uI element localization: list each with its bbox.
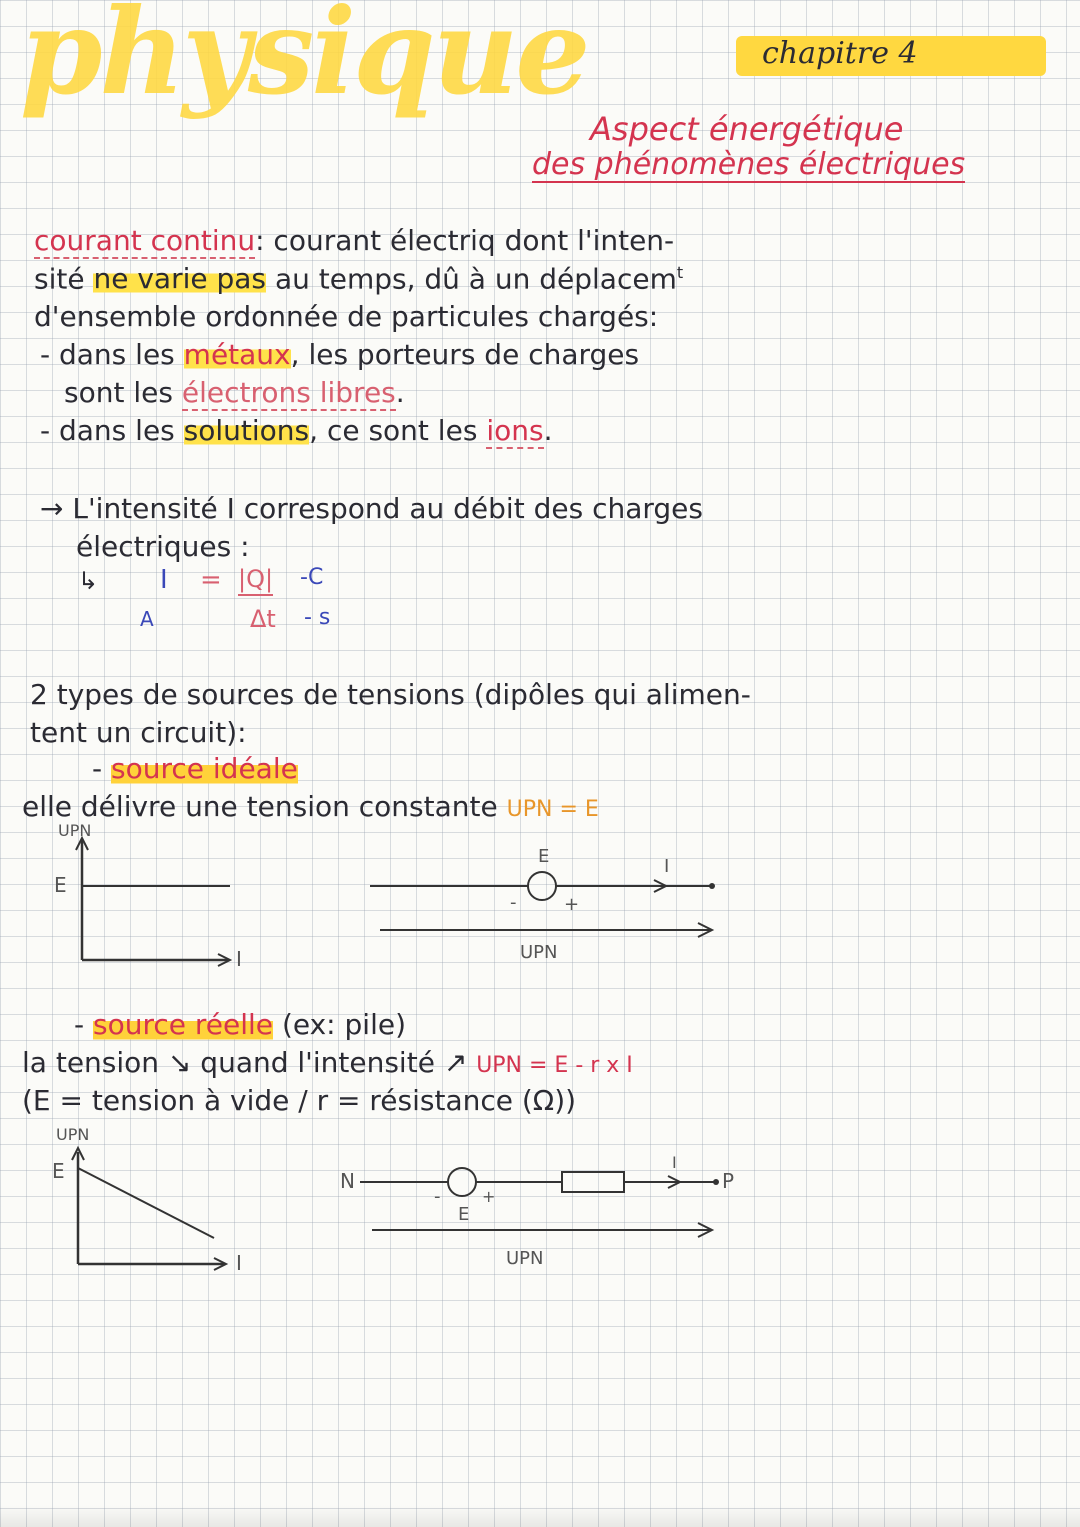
ideal-dash: - (92, 752, 103, 785)
circuit2-E-label: E (458, 1204, 470, 1225)
graph-x-label: I (236, 947, 242, 971)
circuit-UPN-label: UPN (520, 942, 558, 963)
ideal-formula: UPN = E (506, 797, 599, 822)
free-electrons-prefix: sont les (64, 376, 173, 409)
sources-intro-line1: 2 types de sources de tensions (dipôles qui alimen- (30, 678, 751, 711)
formula-numerator: |Q| (238, 566, 273, 596)
ideal-source-desc (22, 792, 599, 823)
term-free-electrons: électrons libres (181, 376, 396, 409)
graph-E-label: E (54, 873, 67, 897)
term-ideal-source: source idéale (111, 752, 298, 785)
highlight-does-not-vary: ne varie pas (93, 262, 267, 296)
circuit2-UPN-label: UPN (506, 1248, 544, 1269)
formula-equals: = (200, 565, 222, 595)
definition-part-b1: sité (34, 262, 85, 296)
formula-denominator-unit: - s (304, 605, 331, 630)
chapter-label: chapitre 4 (762, 36, 918, 71)
real-source-legend: (E = tension à vide / r = résistance (Ω)) (22, 1084, 577, 1117)
metals-prefix: - dans les (40, 338, 175, 371)
term-real-source: source réelle (93, 1008, 274, 1041)
graph2-y-label: UPN (56, 1125, 90, 1144)
real-source-heading (74, 1010, 406, 1041)
ideal-source-heading (92, 754, 298, 785)
formula-numerator-unit: -C (300, 565, 324, 590)
term-ions: ions (486, 414, 544, 447)
ideal-source-circuit (360, 832, 740, 972)
free-electrons-line (64, 378, 405, 409)
solutions-dot: . (543, 414, 553, 447)
free-electrons-dot: . (395, 376, 405, 409)
intensity-line2: électriques : (76, 530, 250, 563)
highlight-metals: métaux (183, 338, 291, 371)
circuit2-I-label: I (672, 1153, 677, 1172)
circuit2-plus-label: + (482, 1187, 496, 1206)
circuit2-P-label: P (722, 1169, 735, 1193)
ideal-desc-text: elle délivre une tension constante (22, 790, 498, 823)
topic-title-line1: Aspect énergétique (590, 110, 904, 148)
highlight-solutions: solutions (183, 414, 310, 447)
continuous-current-line3: d'ensemble ordonnée de particules chargés: (34, 300, 659, 333)
continuous-current-line2 (34, 264, 683, 295)
sources-intro-line2: tent un circuit): (30, 716, 247, 749)
circuit-generator (528, 872, 556, 900)
solutions-line (40, 416, 552, 447)
graph-y-label: UPN (58, 821, 92, 840)
formula-unit-A: A (140, 607, 154, 631)
continuous-current-line1 (34, 226, 674, 257)
circuit2-minus-label: - (434, 1186, 441, 1207)
solutions-middle: , ce sont les (309, 414, 478, 447)
definition-part-a: : courant électriq dont l'inten- (255, 224, 675, 257)
term-continuous-current: courant continu (34, 224, 256, 257)
circuit2-end-dot (713, 1179, 719, 1185)
real-source-desc (22, 1048, 633, 1079)
topic-title-line2: des phénomènes électriques (532, 147, 966, 182)
ideal-source-graph (40, 820, 280, 970)
circuit-end-dot (709, 883, 715, 889)
graph2-decreasing-line (78, 1168, 214, 1238)
circuit2-N-label: N (340, 1169, 355, 1193)
circuit-I-label: I (664, 856, 670, 877)
metals-line (40, 340, 639, 371)
formula-arrow: ↳ (78, 567, 99, 595)
graph2-E-label: E (52, 1159, 65, 1183)
circuit-minus-label: - (510, 892, 517, 913)
circuit2-generator (448, 1168, 476, 1196)
graph2-x-label: I (236, 1251, 242, 1275)
subject-title: physique (20, 0, 588, 121)
formula-denominator: Δt (250, 605, 276, 633)
real-formula: UPN = E - r x I (476, 1053, 633, 1078)
real-source-circuit (330, 1140, 750, 1280)
circuit2-resistor (562, 1172, 624, 1192)
circuit-plus-label: + (564, 894, 580, 915)
intensity-line1: → L'intensité I correspond au débit des charges (40, 492, 703, 525)
solutions-prefix: - dans les (40, 414, 175, 447)
real-desc-text: la tension ↘ quand l'intensité ↗ (22, 1046, 468, 1079)
metals-suffix: , les porteurs de charges (290, 338, 640, 371)
definition-part-b3: au temps, dû à un déplacem (274, 262, 677, 296)
circuit-E-label: E (538, 846, 550, 867)
real-example: (ex: pile) (281, 1008, 406, 1041)
real-source-graph (36, 1116, 276, 1276)
definition-superscript: t (676, 263, 684, 282)
real-dash: - (74, 1008, 85, 1041)
formula-I: I (160, 565, 168, 595)
page-bottom-shadow (0, 1505, 1080, 1527)
